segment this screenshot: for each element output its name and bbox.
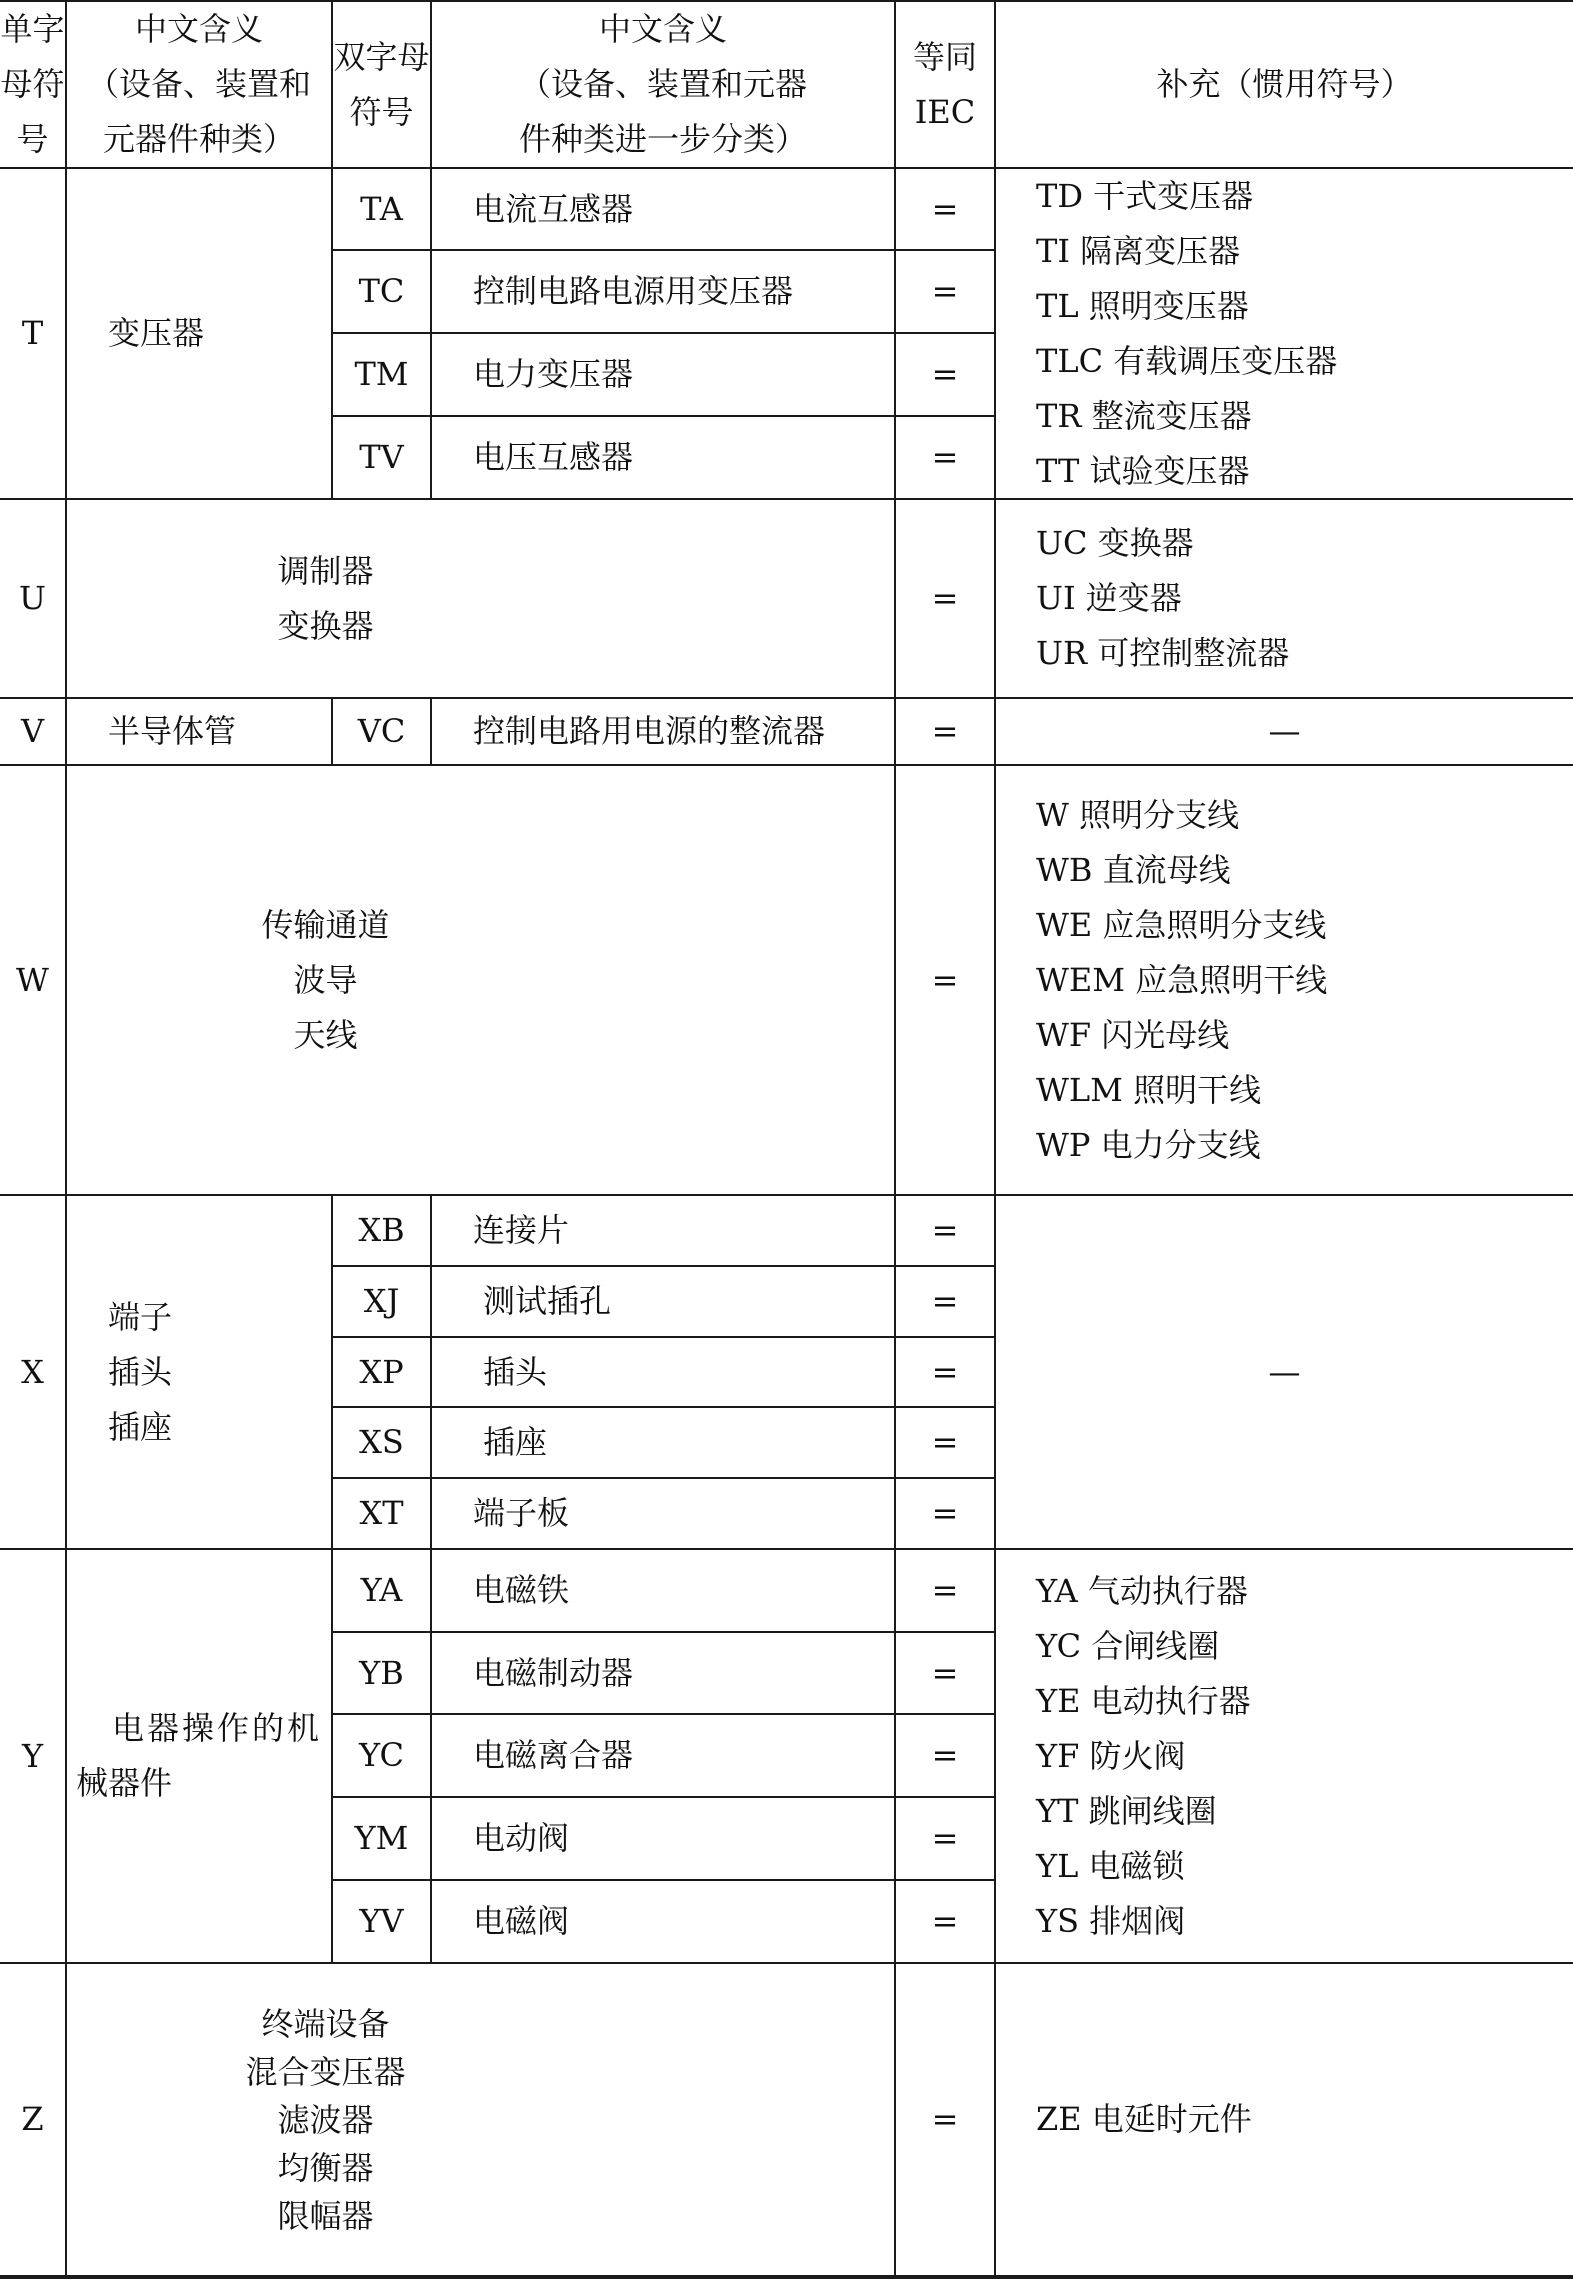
meaning-cell: 端子 插头 插座 (108, 1297, 173, 1446)
iec-cell: = (931, 1282, 959, 1320)
iec-cell: = (931, 1736, 959, 1774)
desc-cell: 电磁制动器 (473, 1653, 634, 1692)
code-cell: XJ (363, 1282, 400, 1320)
header-sub-meaning: 中文含义 （设备、装置和元器 件种类进一步分类） (518, 10, 807, 158)
desc-cell: 电流互感器 (473, 189, 634, 228)
code-cell: YA (360, 1571, 403, 1609)
desc-cell: 电磁离合器 (473, 1736, 634, 1774)
iec-cell: = (931, 579, 959, 617)
supplement-cell: YA 气动执行器 YC 合闸线圈 YE 电动执行器 YF 防火阀 YT 跳闸线圈 YL 电磁锁 YS 排烟阀 (1036, 1571, 1251, 1940)
header-iec: 等同 IEC (912, 37, 977, 131)
desc-cell: 端子板 (473, 1494, 570, 1532)
desc-cell: 电压互感器 (473, 438, 634, 476)
col-border-3 (430, 1194, 432, 1962)
code-cell: XB (358, 1211, 405, 1249)
iec-cell: = (931, 1352, 959, 1391)
code-cell: VC (357, 712, 406, 750)
supplement-cell: — (1268, 1352, 1301, 1391)
supplement-cell: W 照明分支线 WB 直流母线 WE 应急照明分支线 WEM 应急照明干线 WF 闪光母线 WLM 照明干线 WP 电力分支线 (1036, 795, 1328, 1164)
col-border-3 (430, 697, 432, 764)
desc-cell: 连接片 (473, 1211, 570, 1249)
letter-cell: T (21, 314, 44, 352)
meaning-cell: 电器操作的机 械器件 (76, 1709, 323, 1802)
letter-cell: U (19, 579, 46, 617)
code-cell: TM (354, 355, 409, 393)
letter-cell: X (21, 1352, 44, 1391)
iec-cell: = (931, 1819, 959, 1857)
supplement-cell: ZE 电延时元件 (1036, 2100, 1252, 2138)
meaning-cell: 传输通道 波导 天线 (261, 905, 390, 1054)
code-cell: TV (359, 438, 404, 476)
iec-cell: = (931, 712, 959, 750)
header-supplement: 补充（惯用符号） (1156, 65, 1413, 103)
supplement-cell: TD 干式变压器 TI 隔离变压器 TL 照明变压器 TLC 有载调压变压器 TR 整流变压器 TT 试验变压器 (1036, 176, 1338, 490)
iec-cell: = (931, 1571, 959, 1609)
supplement-cell: — (1268, 712, 1301, 750)
letter-cell: V (20, 712, 45, 750)
code-cell: YB (359, 1653, 404, 1692)
iec-cell: = (931, 2100, 959, 2138)
iec-cell: = (931, 1653, 959, 1692)
meaning-cell: 终端设备 混合变压器 滤波器 均衡器 限幅器 (245, 2004, 406, 2235)
iec-cell: = (931, 438, 959, 476)
iec-cell: = (931, 189, 959, 228)
desc-cell: 插头 (483, 1352, 548, 1391)
desc-cell: 电磁阀 (473, 1902, 570, 1940)
desc-cell: 电力变压器 (473, 355, 634, 393)
desc-cell: 电动阀 (473, 1819, 570, 1857)
iec-cell: = (931, 355, 959, 393)
letter-cell: Z (21, 2100, 44, 2138)
iec-cell: = (931, 1423, 959, 1461)
code-cell: XT (359, 1494, 404, 1532)
code-cell: YM (354, 1819, 409, 1857)
desc-cell: 测试插孔 (483, 1282, 612, 1320)
header-meaning: 中文含义 （设备、装置和 元器件种类） (86, 10, 311, 158)
iec-cell: = (931, 1211, 959, 1249)
header-letter: 单字 母符 号 (0, 10, 65, 158)
header-double-letter: 双字母 符号 (333, 37, 430, 131)
col-border-5 (994, 0, 996, 2277)
letter-cell: W (16, 960, 49, 999)
code-cell: XS (359, 1423, 404, 1461)
iec-cell: = (931, 960, 959, 999)
letter-cell: Y (21, 1736, 44, 1775)
table-bottom-border (0, 2275, 1573, 2279)
iec-cell: = (931, 1494, 959, 1532)
code-cell: YC (358, 1736, 405, 1774)
desc-cell: 电磁铁 (473, 1571, 570, 1609)
code-cell: YV (359, 1902, 404, 1940)
iec-cell: = (931, 272, 959, 310)
meaning-cell: 半导体管 (108, 712, 237, 750)
desc-cell: 控制电路电源用变压器 (473, 272, 794, 310)
desc-cell: 插座 (483, 1423, 548, 1461)
meaning-cell: 变压器 (108, 314, 205, 352)
supplement-cell: UC 变换器 UI 逆变器 UR 可控制整流器 (1036, 524, 1290, 672)
desc-cell: 控制电路用电源的整流器 (473, 712, 826, 750)
code-cell: XP (359, 1352, 404, 1391)
iec-cell: = (931, 1902, 959, 1940)
meaning-cell: 调制器 变换器 (277, 551, 374, 645)
code-cell: TA (360, 189, 403, 228)
code-cell: TC (358, 272, 405, 310)
